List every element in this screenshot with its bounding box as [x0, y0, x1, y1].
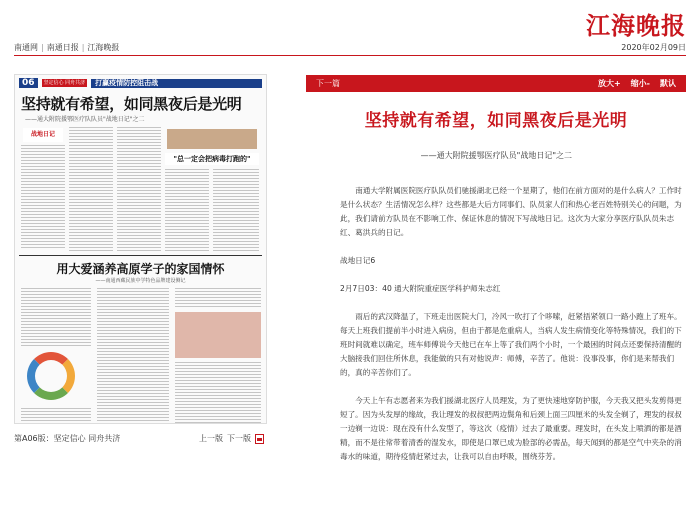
page-subheadline: ——通大附院援鄂医疗队队员"战地日记"之二	[25, 116, 145, 123]
text-column	[21, 288, 91, 346]
page-article-columns-2[interactable]	[15, 286, 266, 424]
page-callout: "总一定会把病毒打跑的"	[165, 153, 259, 165]
text-column	[117, 127, 161, 251]
text-column	[175, 362, 261, 424]
font-size-controls	[598, 78, 676, 89]
default-size-button[interactable]: 默认	[660, 79, 676, 88]
header-divider	[14, 55, 686, 56]
page-pager	[199, 433, 264, 444]
article-body	[340, 184, 682, 478]
page-photo	[167, 129, 257, 149]
next-page-link[interactable]: 下一版	[227, 434, 251, 443]
page-divider	[19, 255, 262, 256]
page-section-tag: 坚定信心 同舟共济	[43, 80, 86, 86]
article-toolbar	[306, 75, 686, 92]
article-paragraph: 南通大学附属医院医疗队队员们驰援湖北已经一个星期了，他们在前方面对的是什么病人？工作时是什么状态？生活情况怎么样？这些都是大后方同事们、队员家人们和热心老百姓特别关心的问题，为此，我们请前方队员在不影响工作、保证休息的情况下写战地日记。这次为大家分享医疗队队员朱志红、葛洪兵的日记。	[340, 186, 682, 237]
site-nav	[14, 42, 119, 53]
diary-heading: 战地日记6	[340, 256, 376, 265]
page-subheadline-2: ——南通西藏民族中学特色品牌建设侧记	[95, 278, 186, 284]
nav-link-nantong-daily[interactable]: 南通日报	[46, 43, 79, 52]
text-column	[97, 288, 169, 424]
nav-link-nantong-net[interactable]: 南通网	[14, 43, 38, 52]
page-strip-title: 打赢疫情防控阻击战	[91, 79, 262, 88]
diary-byline: 2月7日03：40 通大附院重症医学科护师朱志红	[340, 284, 501, 293]
pdf-icon[interactable]	[255, 434, 264, 444]
page-masthead	[15, 75, 266, 91]
article-subtitle: ——通大附院援鄂医疗队员"战地日记"之二	[420, 151, 572, 160]
text-column	[69, 127, 113, 251]
newspaper-page-thumbnail[interactable]	[14, 74, 267, 424]
diary-stamp: 战地日记	[23, 128, 63, 142]
nav-separator: |	[81, 43, 85, 52]
circle-infographic	[27, 352, 75, 400]
article-paragraph: 今天上午有志愿者来为我们援湖北医疗人员理发，为了更快速地穿防护服，今天我又把头发剪得更短了。因为头发厚的缘故，我让理发的叔叔把两边鬓角和后颈上面三四厘米的头发全剃了，理发的叔叔一边剃一边说：现在没有什么发型了，等这次（疫情）过去了最重要。理发时，在头发上喷洒的都是酒精，而不是往常带着清香的湿发水，即使是口罩已成为脸部的必需品，每天闻到的都是空气中夹杂的消毒水的味道，期待疫情赶紧过去，让我可以自由呼吸，围绕芬芳。	[340, 396, 682, 461]
next-article-link[interactable]: 下一篇	[316, 79, 340, 88]
page-headline-2[interactable]: 用大爱涵养高原学子的家国情怀	[56, 262, 225, 276]
nav-separator: |	[41, 43, 44, 52]
prev-page-link[interactable]: 上一版	[199, 434, 223, 443]
text-column	[165, 169, 209, 251]
page-headline[interactable]: 坚持就有希望，如同黑夜后是光明	[21, 95, 242, 113]
edition-label[interactable]: 第A06版：坚定信心 同舟共济	[14, 434, 121, 443]
text-column	[21, 408, 91, 424]
article-title: 坚持就有希望，如同黑夜后是光明	[364, 111, 628, 131]
text-column	[21, 145, 65, 249]
zoom-out-button[interactable]: 缩小-	[630, 79, 650, 88]
group-photo	[175, 312, 261, 358]
text-column	[175, 288, 261, 308]
zoom-in-button[interactable]: 放大+	[597, 79, 621, 88]
text-column	[213, 169, 259, 251]
issue-date: 2020年02月09日	[621, 43, 686, 52]
nav-link-jianghai-evening[interactable]: 江海晚报	[87, 43, 120, 52]
page-number: 06	[19, 78, 38, 88]
brand-logo[interactable]: 江海晚报	[586, 11, 686, 40]
page-article-columns[interactable]	[15, 125, 266, 253]
article-paragraph: 雨后的武汉降温了，下班走出医院大门，冷风一吹打了个哆嗦，赶紧捂紧领口一路小跑上了班车。每天上班我们提前半小时进入病房，但由于都是危重病人，当病人发生病情变化等特殊情况，我们的下班时间就难以确定，班车师傅说今天他已在车上等了我们两个小时，一个最困的时间点还要保持清醒的大脑接我们回住所休息，我能做的只有对他说声：师傅，辛苦了。他说：没事没事，你们是来帮我们的，真的辛苦你们了。	[340, 312, 682, 377]
